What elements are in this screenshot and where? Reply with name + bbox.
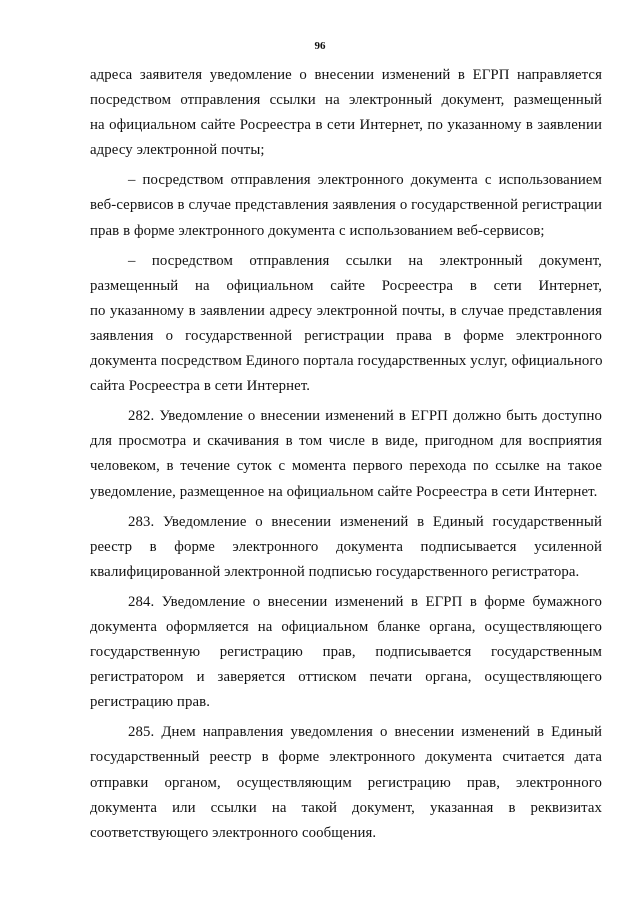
text-line: квалифицированной электронной подписью государственного регистратора. — [90, 563, 580, 580]
text-line: адреса заявителя уведомление о внесении изменений в ЕГРП направляется — [90, 67, 602, 83]
paragraph-continuation — [90, 63, 602, 163]
text-line: 283. Уведомление о внесении изменений в Единый государственный — [128, 513, 602, 530]
paragraph-285 — [90, 720, 602, 845]
text-line: по указанному в заявлении адресу электронной почты, в случае представления — [90, 302, 602, 319]
text-line: заявления о государственной регистрации права в форме электронного — [90, 327, 602, 344]
text-line: соответствующего электронного сообщения. — [90, 824, 377, 841]
paragraph-282 — [90, 404, 602, 504]
text-line: 285. Днем направления уведомления о внесении изменений в Единый — [128, 724, 602, 741]
text-line: государственную регистрацию прав, подписывается государственным — [90, 644, 602, 661]
text-line: прав в форме электронного документа с использованием веб-сервисов; — [90, 222, 545, 239]
text-line: отправки органом, осуществляющим регистрацию прав, электронного — [90, 774, 602, 791]
text-line: регистрацию прав. — [90, 694, 210, 711]
text-line: документа посредством Единого портала государственных услуг, официального — [90, 353, 603, 370]
page-number: 96 — [314, 40, 326, 52]
text-line: для просмотра и скачивания в том числе в виде, пригодном для восприятия — [90, 433, 602, 450]
text-line: документа оформляется на официальном бланке органа, осуществляющего — [90, 618, 602, 635]
text-line: регистратором и заверяется оттиском печати органа, осуществляющего — [90, 669, 602, 686]
paragraph-283 — [90, 510, 602, 585]
paragraph-284 — [90, 590, 602, 715]
text-line: 282. Уведомление о внесении изменений в ЕГРП должно быть доступно — [128, 408, 602, 425]
text-line: человеком, в течение суток с момента первого перехода по ссылке на такое — [90, 458, 602, 475]
text-line: – посредством отправления ссылки на электронный документ, — [128, 252, 602, 269]
text-line: посредством отправления ссылки на электронный документ, размещенный — [90, 92, 602, 109]
text-line: реестр в форме электронного документа подписывается усиленной — [90, 538, 602, 555]
text-line: уведомление, размещенное на официальном сайте Росреестра в сети Интернет. — [90, 483, 598, 500]
document-body — [90, 63, 602, 846]
paragraph-dash-item — [90, 168, 602, 243]
text-line: веб-сервисов в случае представления заявления о государственной регистрации — [90, 197, 602, 214]
text-line: государственный реестр в форме электронного документа считается дата — [90, 749, 602, 766]
text-line: сайта Росреестра в сети Интернет. — [90, 378, 311, 395]
text-line: – посредством отправления электронного документа с использованием — [128, 172, 602, 189]
text-line: размещенный на официальном сайте Росреестра в сети Интернет, — [90, 277, 602, 294]
text-line: адресу электронной почты; — [90, 142, 265, 159]
text-line: документа или ссылки на такой документ, указанная в реквизитах — [90, 799, 602, 816]
paragraph-dash-item — [90, 249, 602, 400]
text-line: 284. Уведомление о внесении изменений в ЕГРП в форме бумажного — [128, 593, 602, 610]
text-line: на официальном сайте Росреестра в сети Интернет, по указанному в заявлении — [90, 117, 602, 134]
